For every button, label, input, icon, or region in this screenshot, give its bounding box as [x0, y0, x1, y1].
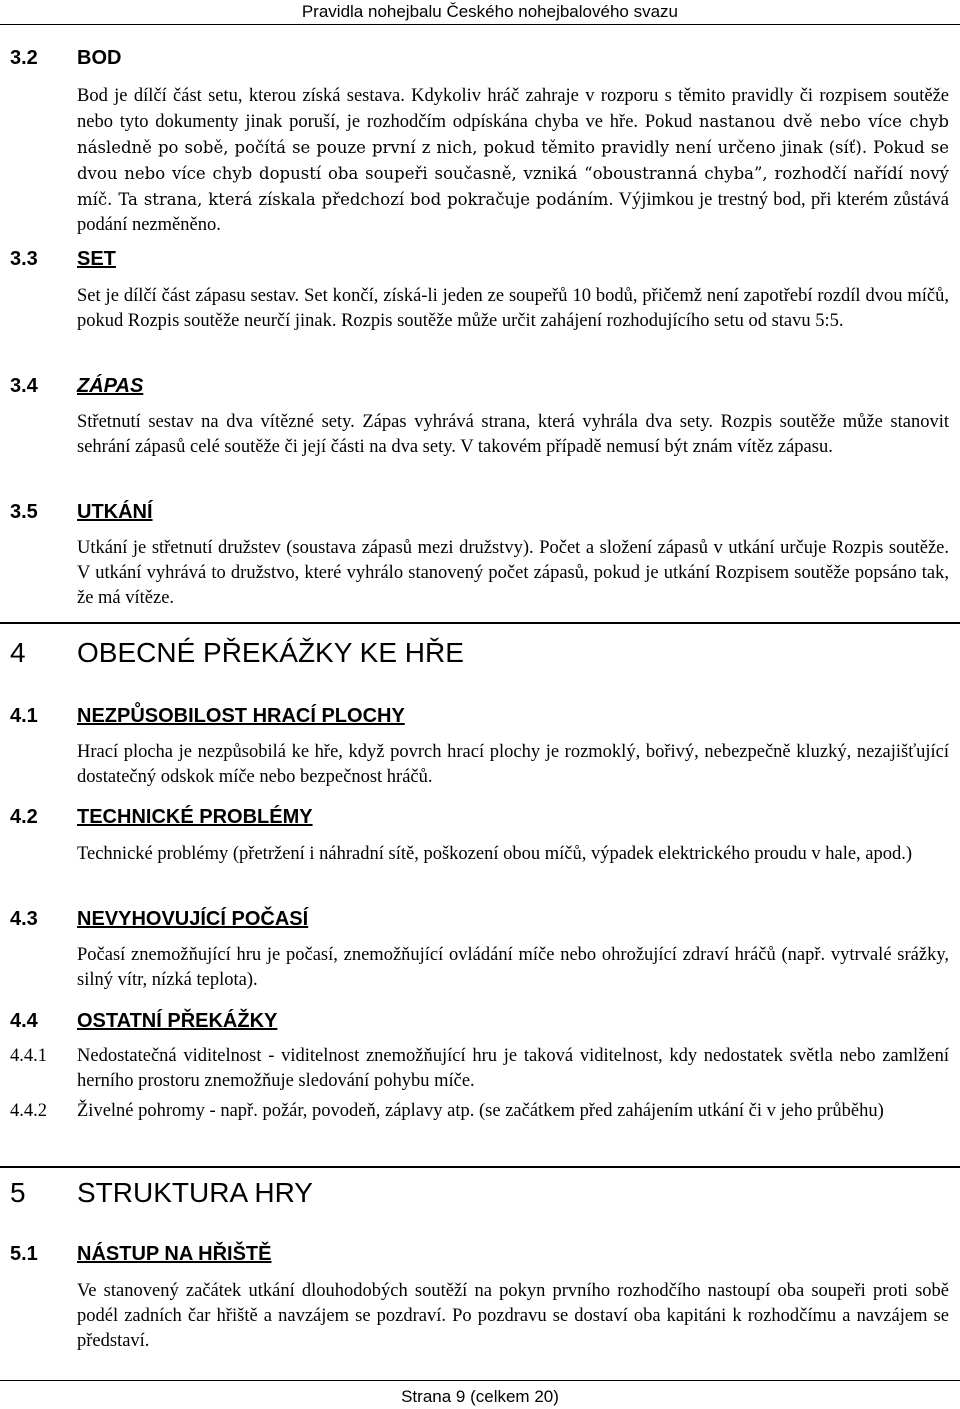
section-number: 4.2: [10, 806, 38, 828]
paragraph-text: Bod je dílčí část setu, kterou získá sestava. Kdykoliv hráč zahraje v rozporu s těmito pravidly či rozpisem soutěže nebo tyto dokumenty jinak poruší, je rozhodčím odpískána chyba ve hře. Pokud: [77, 86, 949, 132]
section-title: UTKÁNÍ: [77, 501, 153, 523]
section-paragraph-4-3: Počasí znemožňující hru je počasí, znemožňující ovládání míče nebo ohrožující zdraví hráčů (např. vytrvalé srážky, silný vítr, nízká teplota).: [77, 945, 949, 990]
highlighted-text: nastanou dvě nebo více chyb následně po sobě, počítá se pouze první z nich, pokud těmito pravidly není určeno jinak (síť). Pokud se dvou nebo více chyb dopustí oba soupeři současně, vzniká “oboustranná chyba”, rozhodčí nařídí nový míč. Ta strana, která získala předchozí bod pokračuje podáním.: [77, 112, 949, 209]
subsection-number: 4.4.1: [10, 1046, 47, 1066]
section-title: NEZPŮSOBILOST HRACÍ PLOCHY: [77, 705, 405, 727]
section-number: 4.1: [10, 705, 38, 727]
section-number: 3.3: [10, 248, 38, 270]
section-title: OSTATNÍ PŘEKÁŽKY: [77, 1010, 278, 1032]
section-paragraph-4-1: Hrací plocha je nezpůsobilá ke hře, když povrch hrací plochy je rozmoklý, bořivý, nebezpečně kluzký, nezajišťující dostatečný odskok míče nebo bezpečnost hráčů.: [77, 742, 949, 787]
chapter-rule: [0, 622, 960, 624]
subsection-number: 4.4.2: [10, 1101, 47, 1121]
section-paragraph-3-2: [77, 84, 949, 238]
page-number: Strana 9 (celkem 20): [401, 1387, 559, 1406]
section-number: 5.1: [10, 1243, 38, 1265]
running-header: Pravidla nohejbalu Českého nohejbalového svazu: [301, 2, 678, 21]
section-number: 3.4: [10, 375, 38, 397]
chapter-number: 5: [10, 1177, 26, 1208]
section-paragraph-3-5: Utkání je střetnutí družstev (soustava zápasů mezi družstvy). Počet a složení zápasů v utkání určuje Rozpis soutěže. V utkání vyhrává to družstvo, které vyhrálo stanovený počet zápasů, pokud je utkání Rozpisem soutěže popsáno tak, že má vítěze.: [77, 538, 949, 608]
chapter-number: 4: [10, 637, 26, 668]
section-paragraph-3-4: Střetnutí sestav na dva vítězné sety. Zápas vyhrává strana, která vyhrála dva sety. Rozpis soutěže může stanovit sehrání zápasů celé soutěže či její části na dva sety. V takovém případě nemusí být znám vítěz zápasu.: [77, 412, 949, 457]
section-title: NÁSTUP NA HŘIŠTĚ: [77, 1243, 272, 1265]
footer-rule: [0, 1380, 960, 1381]
section-title: SET: [77, 248, 116, 270]
paragraph-text: Výjimkou je trestný bod, při kterém zůstává podání nezměněno.: [77, 190, 949, 235]
subsection-text: Nedostatečná viditelnost - viditelnost znemožňující hru je taková viditelnost, kdy nedostatek světla nebo zamlžení herního prostoru znemožňuje sledování pohybu míče.: [77, 1046, 949, 1091]
section-paragraph-3-3: Set je dílčí část zápasu sestav. Set končí, získá-li jeden ze soupeřů 10 bodů, přičemž není zapotřebí rozdíl dvou míčů, pokud Rozpis soutěže neurčí jinak. Rozpis soutěže může určit zahájení rozhodujícího setu od stavu 5:5.: [77, 286, 949, 331]
section-number: 3.2: [10, 47, 38, 69]
section-title: ZÁPAS: [77, 375, 144, 397]
section-title: BOD: [77, 47, 122, 69]
chapter-title: OBECNÉ PŘEKÁŽKY KE HŘE: [77, 637, 464, 668]
section-title: NEVYHOVUJÍCÍ POČASÍ: [77, 908, 309, 930]
section-title: TECHNICKÉ PROBLÉMY: [77, 806, 313, 828]
chapter-rule: [0, 1166, 960, 1168]
section-paragraph-5-1: Ve stanovený začátek utkání dlouhodobých soutěží na pokyn prvního rozhodčího nastoupí oba soupeři proti sobě podél zadních čar hřiště a navzájem se pozdraví. Po pozdravu se dostaví oba kapitáni k rozhodčímu a navzájem se představí.: [77, 1281, 949, 1351]
header-rule: [0, 24, 960, 25]
chapter-title: STRUKTURA HRY: [77, 1177, 313, 1208]
section-paragraph-4-2: Technické problémy (přetržení i náhradní sítě, poškození obou míčů, výpadek elektrického proudu v hale, apod.): [77, 844, 913, 864]
section-number: 4.3: [10, 908, 38, 930]
section-number: 3.5: [10, 501, 38, 523]
section-number: 4.4: [10, 1010, 38, 1032]
subsection-text: Živelné pohromy - např. požár, povodeň, záplavy atp. (se začátkem před zahájením utkání či v jeho průběhu): [77, 1101, 884, 1121]
